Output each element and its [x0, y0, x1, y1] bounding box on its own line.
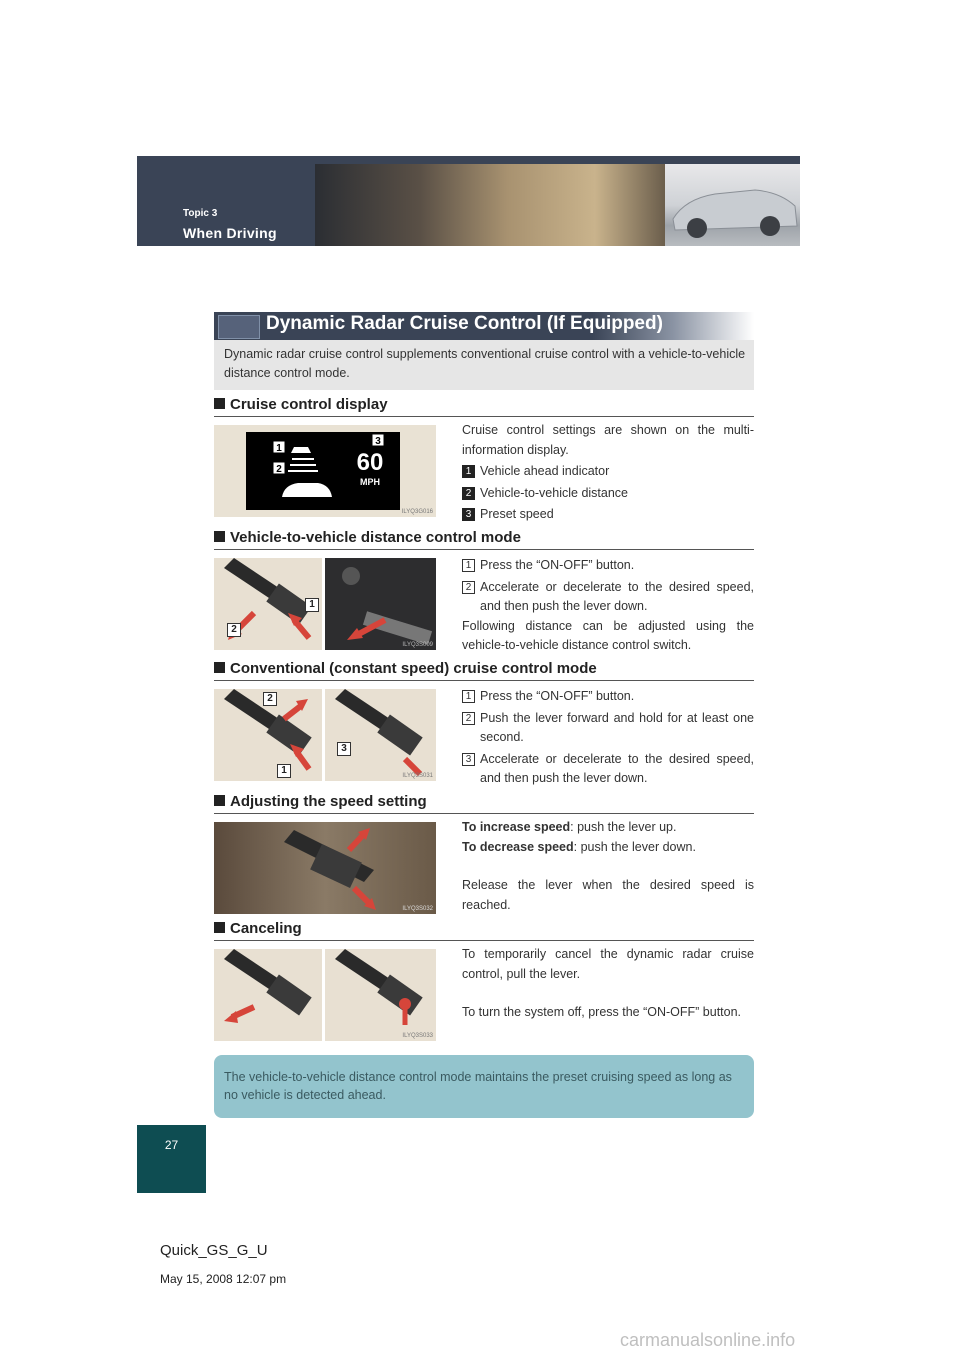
heading-text: Canceling — [230, 920, 302, 937]
section-label: When Driving — [183, 225, 277, 241]
lever-figure-right — [325, 689, 436, 781]
display-description: Cruise control settings are shown on the multi-information display. — [462, 423, 754, 457]
page-title: Dynamic Radar Cruise Control (If Equipped) — [266, 313, 663, 334]
list-item: 1 Vehicle ahead indicator — [462, 462, 754, 482]
section-heading-canceling — [214, 920, 754, 941]
step-marker-1: 1 — [462, 559, 475, 572]
lever-figure-right — [325, 558, 436, 650]
multi-info-display-icon — [214, 425, 436, 517]
adjusting-text-block — [462, 818, 754, 915]
steering-column-icon — [325, 558, 436, 650]
cancel-text-1: To temporarily cancel the dynamic radar cruise control, pull the lever. — [462, 947, 754, 981]
callout-2: 2 — [227, 623, 241, 637]
step-marker-2: 2 — [462, 581, 475, 594]
heading-text: Vehicle-to-vehicle distance control mode — [230, 529, 521, 546]
increase-line: To increase speed: push the lever up. — [462, 820, 677, 834]
svg-text:60: 60 — [356, 449, 384, 476]
heading-text: Conventional (constant speed) cruise control mode — [230, 660, 597, 677]
callout-2: 2 — [263, 692, 277, 706]
release-text: Release the lever when the desired speed is reached. — [462, 878, 754, 912]
bullet-square — [214, 531, 225, 542]
callout-3: 3 — [337, 742, 351, 756]
adjust-figure — [214, 822, 436, 914]
callout-1: 1 — [305, 598, 319, 612]
cancel-figure-right — [325, 949, 436, 1041]
section-heading-display — [214, 396, 754, 417]
svg-text:2: 2 — [276, 464, 282, 475]
display-figure — [214, 425, 436, 517]
header-banner — [137, 156, 800, 246]
cruise-lever-icon — [325, 949, 436, 1041]
footer-filename: Quick_GS_G_U — [160, 1242, 268, 1259]
section-heading-distance — [214, 529, 754, 550]
svg-text:3: 3 — [375, 436, 381, 447]
section-heading-conventional — [214, 660, 754, 681]
cancel-figure-left — [214, 949, 322, 1041]
display-text-block — [462, 421, 754, 525]
list-item: 2 Accelerate or decelerate to the desired speed, and then push the lever down. — [462, 578, 754, 617]
bullet-square — [214, 398, 225, 409]
bullet-square — [214, 922, 225, 933]
step-marker-1: 1 — [462, 690, 475, 703]
canceling-text-block — [462, 945, 754, 1023]
step-marker-3: 3 — [462, 753, 475, 766]
list-item: 1 Press the “ON-OFF” button. — [462, 687, 754, 707]
bullet-square — [214, 795, 225, 806]
conventional-text-block — [462, 687, 754, 789]
footer-date: May 15, 2008 12:07 pm — [160, 1272, 287, 1286]
title-thumbnail — [218, 315, 260, 339]
distance-note: Following distance can be adjusted using the vehicle-to-vehicle distance control switch. — [462, 618, 754, 652]
car-silhouette-icon — [665, 164, 800, 246]
lever-figure-left — [214, 689, 322, 781]
figure-code: ILYQ3S033 — [402, 1033, 433, 1039]
callout-1: 1 — [277, 764, 291, 778]
list-item: 2 Push the lever forward and hold for at least one second. — [462, 709, 754, 748]
watermark: carmanualsonline.info — [620, 1330, 796, 1350]
figure-code: ILYQ3S031 — [402, 773, 433, 779]
page-tab — [137, 1125, 206, 1193]
list-item: 2 Vehicle-to-vehicle distance — [462, 484, 754, 504]
tip-text: The vehicle-to-vehicle distance control mode maintains the preset cruising speed as long as no vehicle is detected ahead. — [224, 1070, 732, 1102]
svg-text:1: 1 — [276, 443, 282, 454]
section-heading-adjusting — [214, 793, 754, 814]
figure-code: ILYQ3G016 — [401, 509, 433, 515]
decrease-line: To decrease speed: push the lever down. — [462, 839, 696, 854]
intro-text: Dynamic radar cruise control supplements conventional cruise control with a vehicle-to-vehicle distance control mode. — [224, 347, 746, 380]
list-item: 1 Press the “ON-OFF” button. — [462, 556, 754, 576]
step-marker-2: 2 — [462, 712, 475, 725]
cruise-lever-icon — [325, 689, 436, 781]
list-item: 3 Preset speed — [462, 505, 754, 525]
number-marker-1: 1 — [462, 465, 475, 478]
number-marker-2: 2 — [462, 487, 475, 500]
svg-text:MPH: MPH — [360, 477, 380, 487]
figure-code: ILYQ3S032 — [402, 906, 433, 912]
cruise-lever-icon — [214, 949, 322, 1041]
exterior-photo — [665, 164, 800, 246]
heading-text: Adjusting the speed setting — [230, 793, 427, 810]
figure-code: ILYQ3S009 — [402, 642, 433, 648]
interior-photo — [315, 164, 665, 246]
distance-text-block — [462, 556, 754, 656]
bullet-square — [214, 662, 225, 673]
lever-figure-left — [214, 558, 322, 650]
page-number: 27 — [164, 1138, 179, 1152]
list-item: 3 Accelerate or decelerate to the desired speed, and then push the lever down. — [462, 750, 754, 789]
topic-label: Topic 3 — [183, 208, 218, 219]
cancel-text-2: To turn the system off, press the “ON-OFF” button. — [462, 1005, 742, 1019]
cruise-lever-icon — [214, 822, 436, 914]
heading-text: Cruise control display — [230, 396, 388, 413]
number-marker-3: 3 — [462, 508, 475, 521]
